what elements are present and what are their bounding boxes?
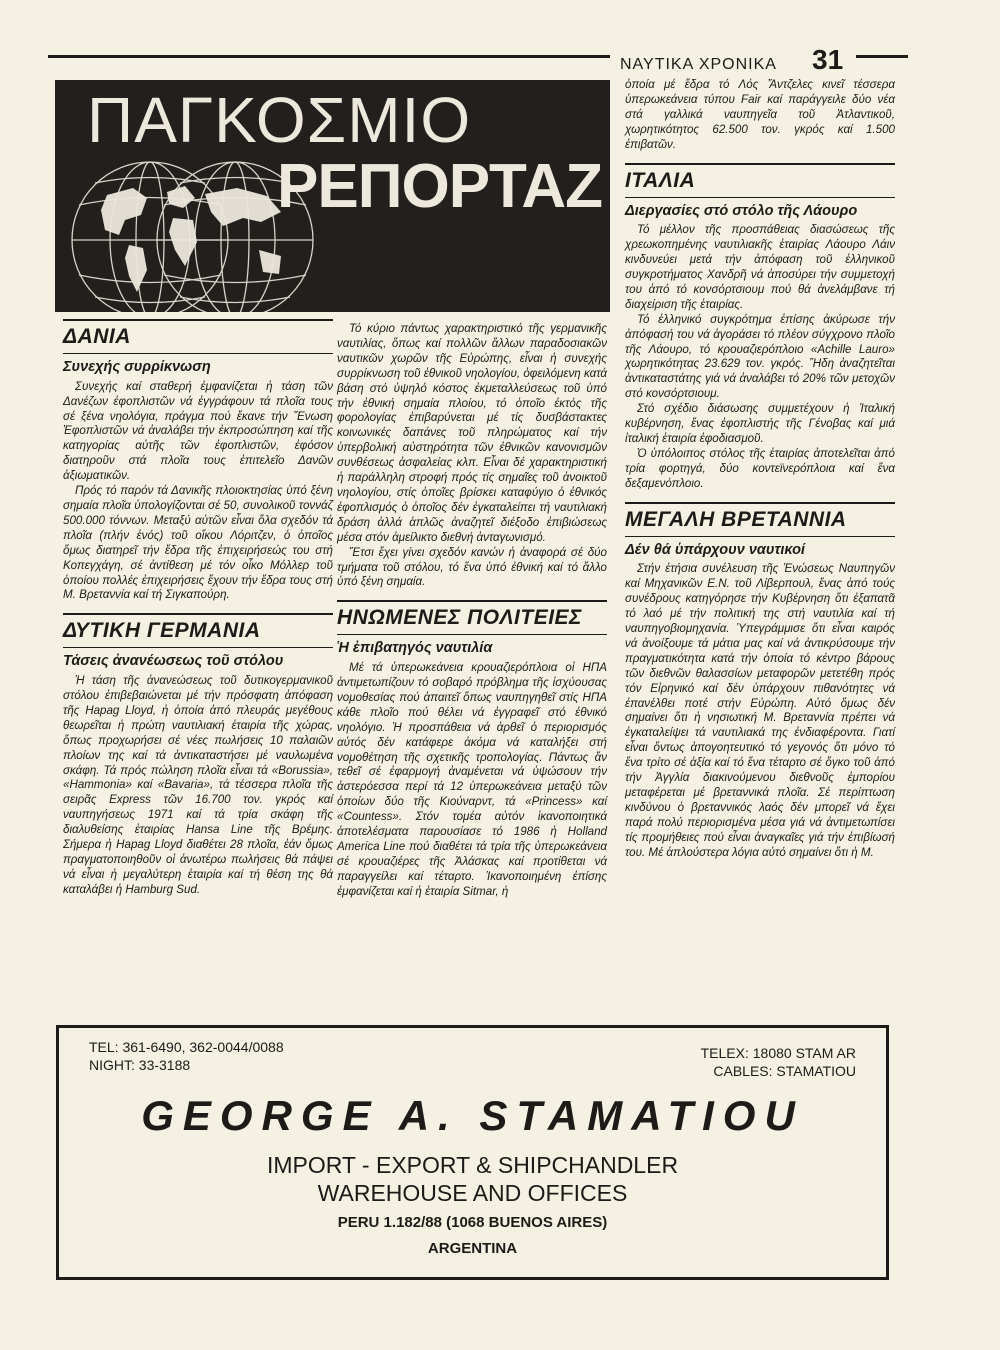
subtitle-great-britain: Δέν θά ὑπάρχουν ναυτικοί [625,541,805,558]
section-rule [337,634,607,635]
section-title-denmark: ΔΑΝΙΑ [63,325,131,348]
ad-phone-block [89,1038,284,1074]
section-rule [625,502,895,504]
ad-line-warehouse: WAREHOUSE AND OFFICES [317,1180,628,1206]
section-title-west-germany: ΔΥΤΙΚΗ ΓΕΡΜΑΝΙΑ [63,619,261,643]
ad-night: NIGHT: 33-3188 [89,1057,191,1073]
magazine-title: ΝΑΥΤΙΚΑ ΧΡΟΝΙΚΑ [620,56,777,73]
section-rule [63,353,333,354]
section-title-italy: ΙΤΑΛΙΑ [625,168,696,192]
ad-cables: CABLES: STAMATIOU [713,1063,856,1079]
ad-telex-block [701,1044,856,1080]
paragraph: Στήν ἐτήσια συνέλευση τῆς Ἑνώσεως Ναυπηγῶν καί Μηχανικῶν Ε.Ν. τοῦ Λίβερπουλ, ἕνας ἀπό τούς συνέδρους κατηγόρησε τήν Κυβέρνηση ὅτι ἐξαπατᾶ τό λαό μέ τήν πολιτική της στή ναυτιλία καί τή ναυπηγοβιομηχανία. Ὑπεγράμμισε ὅτι εἶναι καιρός νά ἀνοίξουμε τά μάτια μας καί νά ἀντικρύσουμε τήν πραγματικότητα κατά τήν ὁποία τό κέντρο βάρους τῶν διεθνῶν θαλασσίων μεταφορῶν μετετέθη πρός τόν Εἰρηνικό καί δέν ὑπάρχουν πιθανότητες νά ἐπανέλθει ποτέ στήν Εὐρώπη. Αὐτό ὅμως δέν σημαίνει ὅτι ἡ νησιωτική Μ. Βρεταννία πρέπει νά ἐγκαταλείψει τά ναυτιλιακά της ἐνδιαφέροντα. Γιατί εἶναι ὄντως ἀπογοητευτικό τό γεγονός ὅτι μόνο τό ἕνα τρίτο σέ ἀξία καί τό ἕνα τέταρτο σέ ὄγκο τοῦ ἀπό τήν Ἀγγλία διακινούμενου διεθνοῦς ἐμπορίου μεταφέρεται μέ βρεταννικά πλοῖα. Σέ περίπτωση κινδύνου ὁ βρεταννικός λαός δέν μπορεῖ νά ἔχει παρά πολύ περιορισμένα μέσα γιά νά ἀντιμετωπίσει τίς προμήθειες πού εἶναι ἀναγκαῖες γιά τήν ἐπιβίωσή του. Μέ ἁπλούστερα λόγια αὐτό σημαίνει ὅτι ἡ Μ. [625,562,895,859]
header-rule-left [48,55,610,58]
column-middle [337,322,607,900]
column-right [625,78,895,861]
paragraph: Ἡ τάση τῆς ἀνανεώσεως τοῦ δυτικογερμανικοῦ στόλου ἐπιβεβαιώνεται μέ τήν πρόσφατη ἀπόφαση τῆς Hapag Lloyd, ἡ ὁποία ἀπό πλευράς μεγέθους θεωρεῖται ἡ πρώτη ναυτιλιακή ἑταιρία τῆς χώρας, ὅπως προχωρήσει σέ νέες πωλήσεις 10 παλαιῶν πλοίων της καί τά ἀντικαταστήσει μέ ναυλωμένα σκάφη. Τά πρός πώληση πλοῖα εἶναι τά «Borussia», «Hammonia» καί «Bavaria», τά τέσσερα πλοῖα τῆς σειρᾶς Express τῶν 16.700 τον. γκρός καί ναυπηγήσεως 1971 καί τά τρία σκάφη τῆς διαλυθείσης ἑταιρίας Hansa Line τῆς Βρέμης. Σήμερα ἡ Hapag Lloyd διαθέτει 28 πλοῖα, ἐάν ὅμως πραγματοποιηθοῦν οἱ ἀνωτέρω πωλήσεις θά πάψει νά εἶναι ἡ μεγαλύτερη ἑταιρία καί τή θέση της θά καταλάβει ἡ Hamburg Sud. [63,674,333,896]
ad-company-name: GEORGE A. STAMATIOU [141,1092,804,1139]
ad-tel: TEL: 361-6490, 362-0044/0088 [89,1039,284,1055]
section-rule [63,613,333,615]
section-rule [337,600,607,602]
paragraph: Στό σχέδιο διάσωσης συμμετέχουν ἡ Ἰταλική κυβέρνηση, ἕνας ἐφοπλιστής τῆς Γένοβας καί μιά ἰταλική ἑταιρία ἐφοδιασμοῦ. [625,402,895,445]
subtitle-italy: Διεργασίες στό στόλο τῆς Λάουρο [625,202,858,219]
paragraph: Τό ἑλληνικό συγκρότημα ἐπίσης ἀκύρωσε τήν ἀπόφασή του νά ἀγοράσει τό πλέον σύγχρονο πλοῖο τῆς Λάουρο, τό κρουαζιερόπλοιο «Achille Lauro» χωρητικότητας 23.629 τον. γκρός. Ἤδη ἀναζητεῖται ἀντικαταστάτης γιά νά ἀναλάβει τό 20% τῶν μετοχῶν στό κονσόρτσιουμ. [625,312,895,401]
paragraph: Συνεχής καί σταθερή ἐμφανίζεται ἡ τάση τῶν Δανέζων ἐφοπλιστῶν νά ἐγγράφουν τά πλοῖα τους σέ ξένα νηολόγια, πράγμα πού ἔκανε τήν Ἕνωση Ἐφοπλιστῶν νά ἀναλάβει τήν ἐκπροσώπηση καί τῆς κατηγορίας αὐτῆς τῶν ἐφοπλιστῶν, ἐφόσον διατηροῦν στά πλοῖα τους ἐπιτελεῖο Δανῶν ἀξιωματικῶν. [63,379,333,483]
section-rule [63,647,333,648]
banner-title-line2: ΡΕΠΟΡΤΑΖ [277,152,602,221]
subtitle-denmark: Συνεχής συρρίκνωση [63,359,211,376]
ad-country: ARGENTINA [427,1240,518,1257]
subtitle-west-germany: Τάσεις ἀνανέωσεως τοῦ στόλου [63,653,284,670]
column-left [63,319,333,898]
ad-line-import-export: IMPORT - EXPORT & SHIPCHANDLER [266,1152,679,1178]
section-rule [63,319,333,321]
advertisement-box [56,1025,889,1280]
section-rule [625,197,895,198]
paragraph: Τό μέλλον τῆς προσπάθειας διασώσεως τῆς χρεωκοπημένης ναυτιλιακῆς ἑταιρίας Λάουρο Λάιν κινδυνεύει μετά τήν ἀπόφαση τοῦ ἑλληνικοῦ συγκροτήματος Χανδρῆ νά ἀποσύρει τήν συμμετοχή του ἀπό τό κονσόρτσιουμ πού θά ἀνελάμβανε τή διαχείριση τῆς ἑταιρίας. [625,223,895,311]
section-rule [625,163,895,165]
paragraph: Ὁ ὑπόλοιπος στόλος τῆς ἑταιρίας ἀποτελεῖται ἀπό τρία φορτηγά, δύο κοντεϊνερόπλοια καί ἕνα δεξαμενόπλοιο. [625,446,895,490]
subtitle-usa: Ἡ ἐπιβατηγός ναυτιλία [337,640,493,657]
paragraph: Ἔτσι ἔχει γίνει σχεδόν κανών ἡ ἀναφορά σέ δύο τμήματα τοῦ στόλου, τό ἕνα ὑπό ἐθνική καί τό ἄλλο ὑπό ξένη σημαία. [337,545,607,589]
banner-title-line1: ΠΑΓΚΟΣΜΙΟ [87,84,472,156]
paragraph: ὁποία μέ ἕδρα τό Λός Ἄντζελες κινεῖ τέσσερα ὑπερωκεάνεια τύπου Fair καί παράγγειλε δύο νέα στά γαλλικά ναυπηγεῖα τοῦ Ἀτλαντικοῦ, χωρητικότητος 62.500 τον. γκρός καί 1.500 ἐπιβατῶν. [625,78,895,151]
section-title-great-britain: ΜΕΓΑΛΗ ΒΡΕΤΑΝΝΙΑ [625,507,847,531]
section-title-usa: ΗΝΩΜΕΝΕΣ ΠΟΛΙΤΕΙΕΣ [337,606,582,630]
header-rule-right [856,55,908,58]
paragraph: Πρός τό παρόν τά Δανικῆς πλοιοκτησίας ὑπό ξένη σημαία πλοῖα ὑπολογίζονται σέ 50, συνολικοῦ τοννάζ 500.000 τόννων. Μεταξύ αὐτῶν εἶναι ὅλα σχεδόν τά πλοῖα (πλήν ἑνός) τοῦ οἴκου Λόριτζεν, ὁ ὁποῖος ὅμως διατηρεῖ τήν ἕδρα τῆς ἐπιχειρήσεώς του στή Κοπεγχάγη, σέ ἀντίθεση μέ τόν οἶκο Μόλλερ τοῦ ὁποίου πολλές ἐπιχειρήσεις ἔχουν τήν ἕδρα τους στή Μ. Βρεταννία καί τή Σιγκαπούρη. [63,484,333,602]
page-number: 31 [812,44,844,75]
world-report-banner [55,80,610,312]
paragraph: Τό κύριο πάντως χαρακτηριστικό τῆς γερμανικῆς ναυτιλίας, ὅπως καί πολλῶν ἄλλων παραδοσιακῶν ναυτικῶν χωρῶν τῆς Εὐρώπης, εἶναι ἡ συνεχής συρρίκνωση τοῦ ἐθνικοῦ νηολογίου, ὀφειλόμενη κατά βάση στό ὑψηλό κόστος ἐκμεταλλεύσεως τοῦ ὑπό τήν ἐθνική σημαία πλοίου, τό ὁποῖο ἐκτός τῆς φορολογίας ἐπιβαρύνεται μέ τίς δυσβάστακτες κοινωνικές δαπάνες τοῦ πληρώματος καί τήν ὑπερβολική αὐστηρότητα τῶν ἐθνικῶν κανονισμῶν συνθέσεως ἀσφαλείας κλπ. Εἶναι δέ χαρακτηριστική ἡ παράλληλη στροφή πρός τίς σημαῖες τοῦ ἀνοικτοῦ νηολογίου, στίς ὁποῖες βρίσκει καταφύγιο ὁ ἐθνικός ἐφοπλισμός ὁ ὁποῖος δέν ἐγκαταλείπει τή ναυτιλιακή δράση ἀλλά ἁπλῶς ἀναζητεῖ διέξοδο ἐπιβιώσεως μέσα στόν ἀμείλικτο διεθνή ἀνταγωνισμό. [337,322,607,544]
ad-address: PERU 1.182/88 (1068 BUENOS AIRES) [337,1214,608,1231]
ad-telex: TELEX: 18080 STAM AR [700,1045,856,1061]
paragraph: Μέ τά ὑπερωκεάνεια κρουαζιερόπλοια οἱ ΗΠΑ ἀντιμετωπίζουν τό σοβαρό πρόβλημα τῆς ἰσχύουσας νομοθεσίας πού ἀπαιτεῖ ὅπως ναυπηγηθεῖ στίς ΗΠΑ κάθε πλοῖο πού θέλει νά ἐγγραφεῖ στό ἐθνικό νηολόγιο. Ἡ προσπάθεια νά ἀρθεῖ ὁ περιορισμός αὐτός δέν κατάφερε ἀκόμα νά καταλήξει στή νομοθέτηση τῆς σχετικῆς τροπολογίας. Πάντως ἄν τεθεῖ σέ ἐφαρμογή ἀναμένεται νά ὑψώσουν τήν ἀστερόεσσα περί τά 12 ὑπερωκεάνεια μεταξύ τῶν ὁποίων δύο τῆς Κιούναρντ, τά «Princess» καί «Countess». Στόν τομέα αὐτόν ἱκανοποιητικά ἀποτελέσματα παρουσίασε τό 1986 ἡ Holland America Line πού διαθέτει τά τρία τῆς ὑπερωκεάνεια σέ κρουαζιέρες τῆς Ἀλάσκας καί προτίθεται νά παραγγείλει καί τέταρτο. Ἱκανοποιημένη ἐπίσης ἐμφανίζεται καί ἡ ἑταιρία Sitmar, ἡ [337,661,607,898]
section-rule [625,536,895,537]
